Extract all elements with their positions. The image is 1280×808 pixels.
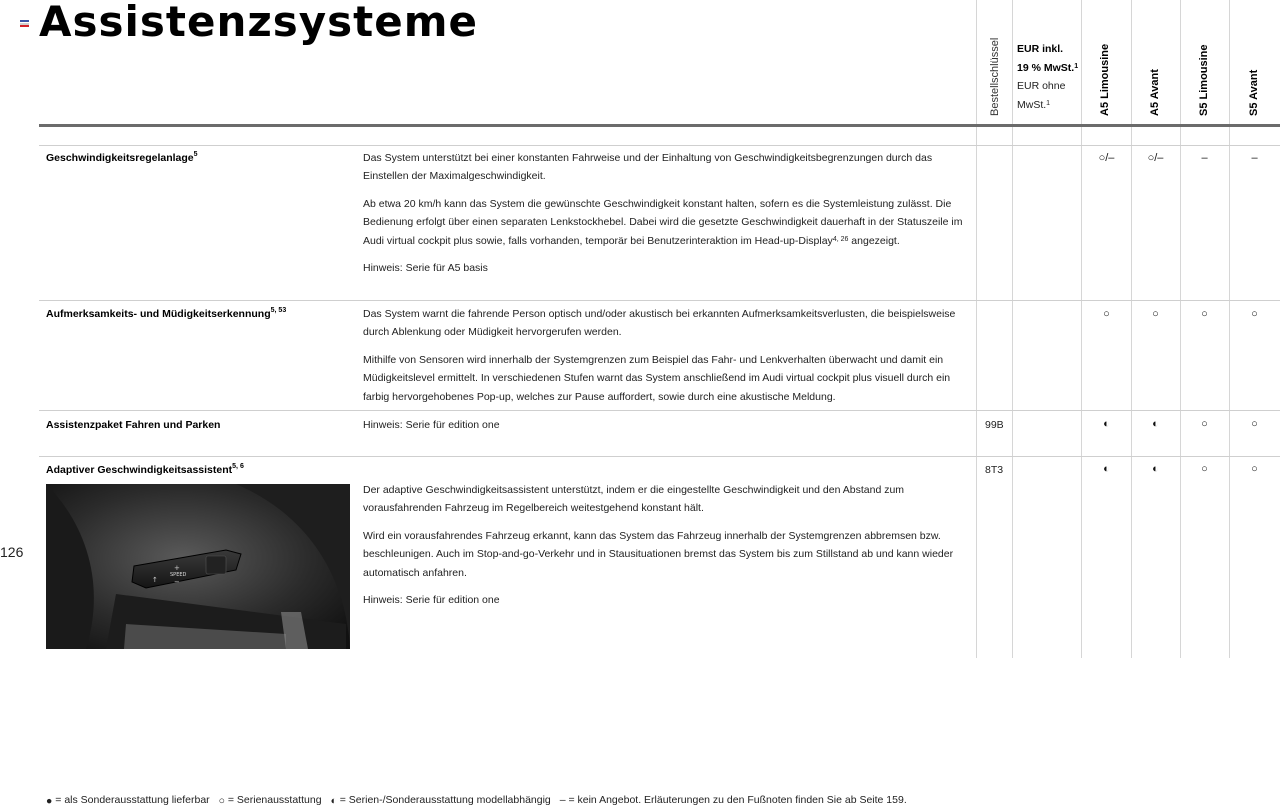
speed-lever-photo [46,484,350,649]
mark-s5-limousine: ○ [1201,463,1208,475]
header-divider [39,124,1280,127]
mark-a5-avant: ◐ [1152,418,1159,430]
open-circle-icon: ○ [218,795,225,807]
half-circle-icon: ◐ [330,795,337,807]
page-number: 126 [0,544,24,560]
feature-description: Das System warnt die fahrende Person optisch und/oder akustisch bei erkannten Aufmerksamkeitsverlusten, die beispielsweise durch Ablenkung oder Müdigkeit hervorgerufen werden. Mithilfe von Sensoren wird innerhalb der Systemgrenzen zum Beispiel das Fahr- und Lenkverhalten überwacht und damit ein Müdigkeitslevel ermittelt. In verschiedenen Stufen warnt das System anschließend im Audi virtual cockpit plus visuell durch ein farbig hervorgehobenes Pop-up, welches zur Pause auffordert, sowie durch eine akustische Meldung. [363,308,956,403]
legend: ● = als Sonderausstattung lieferbar ○ = Serienausstattung ◐ = Serien-/Sonderausstattung modellabhängig – = kein Angebot. Erläuterungen zu den Fußnoten finden Sie ab Seite 159. [46,794,907,807]
feature-description: Hinweis: Serie für edition one [363,419,500,431]
feature-description: Das System unterstützt bei einer konstanten Fahrweise und der Einhaltung von Geschwindigkeitsbegrenzungen durch das Einstellen der Maximalgeschwindigkeit. Ab etwa 20 km/h kann das System die gewünschte Geschwindigkeit konstant halten, sofern es die Systemleistung zulässt. Die Bedienung erfolgt über einen separaten Lenkstockhebel. Dabei wird die gesetzte Geschwindigkeit dauerhaft in der Statuszeile im Audi virtual cockpit plus sowie, falls vorhanden, temporär bei Benutzerinteraktion im Head-up-Display$^{4, 26}$ angezeigt. Hinweis: Serie für A5 basis [363,152,963,275]
mark-s5-avant: ○ [1251,418,1258,430]
header-order-key: Bestellschlüssel [989,37,1001,116]
svg-text:+: + [174,564,180,572]
header-model-s5-avant: S5 Avant [1247,69,1260,116]
mark-a5-limousine: ○ [1103,308,1110,320]
order-code: 99B [985,419,1004,431]
mark-a5-avant: ◐ [1152,463,1159,475]
svg-text:↑: ↑ [152,576,158,584]
svg-text:−: − [174,578,180,586]
feature-name: Assistenzpaket Fahren und Parken [46,419,221,431]
mark-a5-avant: ○ [1152,308,1159,320]
header-model-a5-limousine: A5 Limousine [1099,43,1111,116]
page-title: Assistenzsysteme [39,0,478,46]
feature-description: Der adaptive Geschwindigkeitsassistent unterstützt, indem er die eingestellte Geschwindigkeit und den Abstand zum vorausfahrenden Fahrzeug im Regelbereich weitestgehend konstant hält. Wird ein vorausfahrendes Fahrzeug erkannt, kann das System das Fahrzeug innerhalb der Systemgrenzen abbremsen bzw. beschleunigen. Auch im Stop-and-go-Verkehr und in Stausituationen bremst das System bis zum Stillstand ab und kann wieder automatisch anfahren. Hinweis: Serie für edition one [363,484,954,607]
mark-s5-avant: ○ [1251,308,1258,320]
filled-circle-icon: ● [46,795,53,807]
order-code: 8T3 [985,464,1004,476]
header-price: EUR inkl. 19 % MwSt.$^1$ EUR ohne MwSt.$^1$ [1017,43,1079,111]
mark-a5-limousine: ○/– [1098,152,1115,164]
header-model-s5-limousine: S5 Limousine [1197,44,1210,116]
header-model-a5-avant: A5 Avant [1148,69,1161,116]
mark-s5-avant: – [1251,152,1258,164]
mark-s5-limousine: ○ [1201,308,1208,320]
feature-name: Geschwindigkeitsregelanlage$^5$ [46,151,198,164]
mark-a5-avant: ○/– [1147,152,1164,164]
photo-speed-label: SPEED [170,572,187,578]
mark-a5-limousine: ◐ [1103,463,1110,475]
brand-flag-icon [20,20,29,27]
mark-a5-limousine: ◐ [1103,418,1110,430]
feature-name: Adaptiver Geschwindigkeitsassistent$^{5, 6}$ [46,463,244,476]
mark-s5-limousine: – [1201,152,1208,164]
mark-s5-avant: ○ [1251,463,1258,475]
mark-s5-limousine: ○ [1201,418,1208,430]
feature-name: Aufmerksamkeits- und Müdigkeitserkennung$^{5, 53}$ [46,307,287,320]
